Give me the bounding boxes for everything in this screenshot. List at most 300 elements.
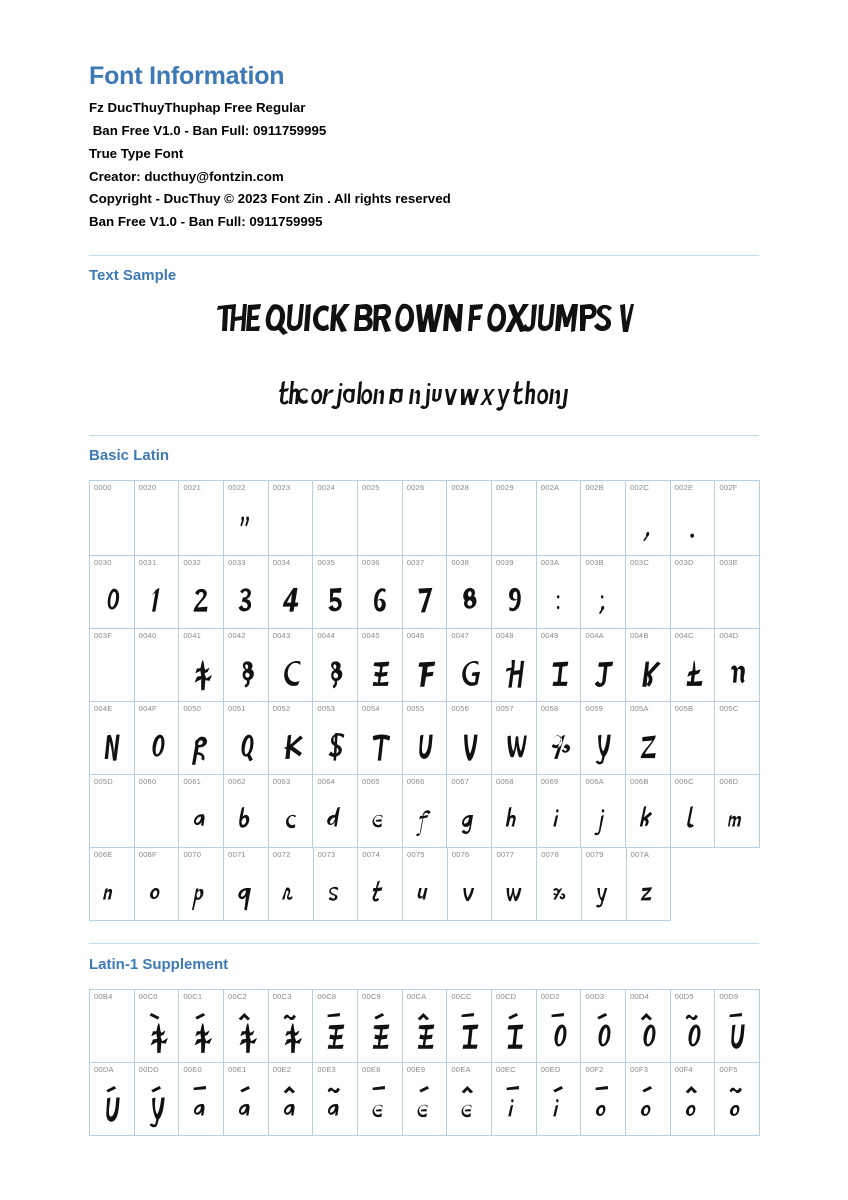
glyph-codepoint-label: 00CC: [451, 992, 472, 1002]
glyph-preview: [224, 1004, 268, 1055]
glyph-codepoint-label: 0039: [496, 558, 514, 568]
glyph-cell-0062[interactable]: [224, 775, 269, 848]
glyph-preview: [135, 862, 179, 913]
glyph-codepoint-label: 0073: [317, 850, 336, 860]
glyph-cell-00EC[interactable]: [492, 1063, 537, 1136]
glyph-cell-0021[interactable]: [179, 481, 224, 556]
glyph-codepoint-label: 0029: [496, 483, 514, 493]
glyph-codepoint-label: 00E0: [183, 1065, 202, 1075]
glyph-cell-0073[interactable]: [314, 848, 359, 921]
font-information-block: [89, 0, 759, 234]
glyph-codepoint-label: 0047: [451, 631, 470, 641]
glyph-row: [90, 1063, 760, 1136]
glyph-cell-0061[interactable]: [179, 775, 224, 848]
glyph-cell-00F5[interactable]: [715, 1063, 760, 1136]
glyph-cell-0030[interactable]: [90, 556, 135, 629]
glyph-codepoint-label: 0063: [272, 777, 291, 787]
glyph-cell-0053[interactable]: [313, 702, 358, 775]
glyph-cell-00D9[interactable]: [715, 990, 760, 1063]
glyph-cell-0048[interactable]: [492, 629, 537, 702]
glyph-preview: [313, 570, 357, 621]
glyph-cell-003C[interactable]: [626, 556, 671, 629]
glyph-preview: [358, 570, 402, 621]
glyph-cell-0075[interactable]: [403, 848, 448, 921]
glyph-codepoint-label: 00C3: [272, 992, 292, 1002]
glyph-cell-0054[interactable]: [358, 702, 403, 775]
glyph-codepoint-label: 0072: [272, 850, 291, 860]
glyph-table-latin1-supplement: [89, 989, 760, 1136]
glyph-codepoint-label: 002A: [540, 483, 560, 493]
glyph-codepoint-label: 0051: [228, 704, 246, 714]
glyph-preview: [135, 570, 179, 621]
glyph-codepoint-label: 002C: [630, 483, 650, 493]
glyph-preview: [269, 789, 313, 840]
glyph-codepoint-label: 003B: [585, 558, 604, 568]
font-information-lines: [89, 97, 759, 234]
glyph-cell-00D4[interactable]: [626, 990, 671, 1063]
glyph-cell-005D[interactable]: [90, 775, 135, 848]
glyph-codepoint-label: 002F: [719, 483, 738, 493]
glyph-codepoint-label: 0062: [228, 777, 246, 787]
glyph-codepoint-label: 0059: [585, 704, 604, 714]
glyph-cell-007A[interactable]: [627, 848, 672, 921]
glyph-cell-003B[interactable]: [581, 556, 626, 629]
glyph-codepoint-label: 0048: [496, 631, 514, 641]
glyph-preview: [403, 716, 447, 767]
glyph-codepoint-label: 00F3: [630, 1065, 649, 1075]
glyph-row: [90, 481, 760, 556]
glyph-cell-0070[interactable]: [179, 848, 224, 921]
glyph-codepoint-label: 0042: [228, 631, 246, 641]
glyph-cell-0072[interactable]: [269, 848, 314, 921]
glyph-codepoint-label: 006A: [585, 777, 604, 787]
glyph-preview: [179, 716, 223, 767]
glyph-cell-00E1[interactable]: [224, 1063, 269, 1136]
glyph-preview: [224, 1077, 268, 1128]
glyph-codepoint-label: 003F: [94, 631, 113, 641]
glyph-preview: [135, 1004, 179, 1055]
glyph-codepoint-label: 00C2: [228, 992, 247, 1002]
glyph-cell-0058[interactable]: [537, 702, 582, 775]
glyph-cell-0038[interactable]: [447, 556, 492, 629]
glyph-preview: [358, 1004, 402, 1055]
glyph-codepoint-label: 00D2: [540, 992, 560, 1002]
glyph-preview: [626, 643, 670, 694]
glyph-cell-0060[interactable]: [135, 775, 180, 848]
glyph-cell-006B[interactable]: [626, 775, 671, 848]
glyph-cell-006E[interactable]: [90, 848, 135, 921]
glyph-preview: [581, 1077, 625, 1128]
glyph-cell-006C[interactable]: [671, 775, 716, 848]
glyph-cell-004D[interactable]: [715, 629, 760, 702]
glyph-codepoint-label: 005D: [94, 777, 113, 787]
glyph-cell-00D2[interactable]: [537, 990, 582, 1063]
glyph-cell-0076[interactable]: [448, 848, 493, 921]
glyph-cell-005A[interactable]: [626, 702, 671, 775]
glyph-cell-006A[interactable]: [581, 775, 626, 848]
info-line: Ban Free V1.0 - Ban Full: 0911759995: [89, 122, 327, 138]
glyph-cell-006F[interactable]: [135, 848, 180, 921]
glyph-cell-00C1[interactable]: [179, 990, 224, 1063]
info-line: Ban Free V1.0 - Ban Full: 0911759995: [89, 214, 323, 230]
glyph-codepoint-label: 0058: [540, 704, 559, 714]
glyph-codepoint-label: 0031: [138, 558, 157, 568]
glyph-codepoint-label: 00E2: [272, 1065, 292, 1075]
glyph-cell-005B[interactable]: [671, 702, 716, 775]
glyph-codepoint-label: 0026: [406, 483, 425, 493]
glyph-cell-0045[interactable]: [358, 629, 403, 702]
glyph-preview: [269, 570, 313, 621]
glyph-cell-00E3[interactable]: [313, 1063, 358, 1136]
section-heading-latin1-supplement: Latin-1 Supplement: [89, 956, 229, 974]
glyph-preview: [537, 716, 581, 767]
glyph-cell-00CA[interactable]: [403, 990, 448, 1063]
glyph-cell-0026[interactable]: [403, 481, 448, 556]
glyph-codepoint-label: 0065: [362, 777, 380, 787]
glyph-preview: [492, 570, 536, 621]
glyph-cell-0033[interactable]: [224, 556, 269, 629]
glyph-codepoint-label: 0053: [317, 704, 336, 714]
glyph-preview: [179, 1077, 223, 1128]
glyph-preview: [224, 862, 268, 913]
glyph-cell-00D5[interactable]: [671, 990, 716, 1063]
glyph-preview: [627, 862, 671, 913]
info-line: Creator: ducthuy@fontzin.com: [89, 168, 284, 184]
glyph-codepoint-label: 00EC: [496, 1065, 516, 1075]
glyph-preview: [269, 643, 313, 694]
glyph-codepoint-label: 002E: [674, 483, 694, 493]
glyph-codepoint-label: 0032: [183, 558, 202, 568]
glyph-preview: [447, 1077, 491, 1128]
glyph-preview: [179, 862, 223, 913]
glyph-codepoint-label: 00C0: [138, 992, 158, 1002]
glyph-cell-005C[interactable]: [715, 702, 760, 775]
glyph-cell-0052[interactable]: [269, 702, 314, 775]
glyph-cell-0034[interactable]: [269, 556, 314, 629]
glyph-codepoint-label: 004E: [94, 704, 113, 714]
glyph-cell-0039[interactable]: [492, 556, 537, 629]
glyph-preview: [626, 1077, 670, 1128]
glyph-preview: [135, 1077, 179, 1128]
glyph-cell-0031[interactable]: [135, 556, 180, 629]
glyph-cell-003D[interactable]: [671, 556, 716, 629]
glyph-codepoint-label: 0020: [138, 483, 157, 493]
glyph-cell-0051[interactable]: [224, 702, 269, 775]
glyph-codepoint-label: 00CA: [406, 992, 427, 1002]
glyph-codepoint-label: 0078: [541, 850, 559, 860]
glyph-preview: [135, 716, 179, 767]
glyph-preview: [537, 1077, 581, 1128]
glyph-cell-0000[interactable]: [90, 481, 135, 556]
glyph-codepoint-label: 004F: [138, 704, 157, 714]
glyph-cell-0047[interactable]: [447, 629, 492, 702]
glyph-preview: [90, 862, 134, 913]
glyph-cell-00DD[interactable]: [135, 1063, 180, 1136]
glyph-preview: [313, 643, 357, 694]
glyph-codepoint-label: 00DD: [138, 1065, 159, 1075]
glyph-cell-0049[interactable]: [537, 629, 582, 702]
glyph-cell-004C[interactable]: [671, 629, 716, 702]
glyph-codepoint-label: 0074: [362, 850, 381, 860]
glyph-codepoint-label: 0022: [228, 483, 246, 493]
glyph-codepoint-label: 0061: [183, 777, 202, 787]
glyph-cell-0046[interactable]: [403, 629, 448, 702]
glyph-cell-0032[interactable]: [179, 556, 224, 629]
glyph-cell-00C8[interactable]: [313, 990, 358, 1063]
glyph-preview: [537, 862, 581, 913]
glyph-codepoint-label: 0056: [451, 704, 470, 714]
glyph-codepoint-label: 0060: [138, 777, 157, 787]
glyph-preview: [90, 1077, 134, 1128]
glyph-codepoint-label: 0038: [451, 558, 470, 568]
glyph-preview: [626, 789, 670, 840]
glyph-preview: [447, 1004, 491, 1055]
glyph-cell-00C9[interactable]: [358, 990, 403, 1063]
glyph-codepoint-label: 003D: [674, 558, 694, 568]
glyph-preview: [715, 789, 759, 840]
glyph-cell-0079[interactable]: [582, 848, 627, 921]
glyph-preview: [179, 643, 223, 694]
glyph-codepoint-label: 0066: [406, 777, 425, 787]
glyph-cell-0022[interactable]: [224, 481, 269, 556]
glyph-codepoint-label: 004B: [630, 631, 649, 641]
glyph-preview: [447, 570, 491, 621]
glyph-cell-00DA[interactable]: [90, 1063, 135, 1136]
glyph-cell-0067[interactable]: [447, 775, 492, 848]
glyph-cell-0024[interactable]: [313, 481, 358, 556]
glyph-cell-0036[interactable]: [358, 556, 403, 629]
glyph-preview: [358, 789, 402, 840]
glyph-preview: [447, 716, 491, 767]
glyph-codepoint-label: 0054: [362, 704, 380, 714]
glyph-codepoint-label: 0050: [183, 704, 202, 714]
glyph-cell-00F3[interactable]: [626, 1063, 671, 1136]
glyph-cell-0040[interactable]: [135, 629, 180, 702]
glyph-cell-00E0[interactable]: [179, 1063, 224, 1136]
glyph-codepoint-label: 0076: [451, 850, 470, 860]
glyph-cell-00E9[interactable]: [403, 1063, 448, 1136]
glyph-codepoint-label: 00DA: [94, 1065, 114, 1075]
glyph-cell-0065[interactable]: [358, 775, 403, 848]
glyph-codepoint-label: 0049: [540, 631, 559, 641]
glyph-codepoint-label: 00C1: [183, 992, 203, 1002]
glyph-codepoint-label: 003C: [630, 558, 650, 568]
glyph-codepoint-label: 00D5: [674, 992, 694, 1002]
glyph-cell-0043[interactable]: [269, 629, 314, 702]
glyph-codepoint-label: 0068: [496, 777, 514, 787]
glyph-preview: [403, 862, 447, 913]
glyph-codepoint-label: 005C: [719, 704, 739, 714]
glyph-preview: [403, 1077, 447, 1128]
glyph-cell-0057[interactable]: [492, 702, 537, 775]
glyph-codepoint-label: 004C: [674, 631, 694, 641]
glyph-cell-004E[interactable]: [90, 702, 135, 775]
glyph-preview: [313, 716, 357, 767]
glyph-codepoint-label: 004A: [585, 631, 604, 641]
glyph-cell-0064[interactable]: [313, 775, 358, 848]
glyph-preview: [582, 862, 626, 913]
glyph-cell-00F4[interactable]: [671, 1063, 716, 1136]
glyph-preview: [492, 1077, 536, 1128]
glyph-cell-0068[interactable]: [492, 775, 537, 848]
glyph-codepoint-label: 00ED: [540, 1065, 561, 1075]
glyph-preview: [537, 643, 581, 694]
glyph-cell-004B[interactable]: [626, 629, 671, 702]
glyph-cell-003E[interactable]: [715, 556, 760, 629]
glyph-codepoint-label: 00F5: [719, 1065, 738, 1075]
glyph-codepoint-label: 0040: [138, 631, 157, 641]
glyph-cell-006D[interactable]: [715, 775, 760, 848]
glyph-codepoint-label: 0070: [183, 850, 202, 860]
glyph-preview: [269, 716, 313, 767]
glyph-cell-0063[interactable]: [269, 775, 314, 848]
glyph-cell-00E2[interactable]: [269, 1063, 314, 1136]
glyph-preview: [403, 570, 447, 621]
glyph-codepoint-label: 0052: [272, 704, 291, 714]
glyph-cell-00B4[interactable]: [90, 990, 135, 1063]
glyph-preview: [626, 1004, 670, 1055]
glyph-preview: [492, 716, 536, 767]
glyph-codepoint-label: 00E3: [317, 1065, 336, 1075]
glyph-cell-00C0[interactable]: [135, 990, 180, 1063]
glyph-cell-00C2[interactable]: [224, 990, 269, 1063]
glyph-cell-0059[interactable]: [581, 702, 626, 775]
glyph-preview: [313, 789, 357, 840]
glyph-cell-0042[interactable]: [224, 629, 269, 702]
glyph-cell-0074[interactable]: [358, 848, 403, 921]
glyph-cell-00E8[interactable]: [358, 1063, 403, 1136]
glyph-preview: [671, 1004, 715, 1055]
glyph-codepoint-label: 0045: [362, 631, 380, 641]
glyph-cell-0041[interactable]: [179, 629, 224, 702]
glyph-codepoint-label: 0079: [585, 850, 604, 860]
glyph-codepoint-label: 0057: [496, 704, 514, 714]
glyph-codepoint-label: 0030: [94, 558, 112, 568]
glyph-preview: [179, 789, 223, 840]
glyph-cell-00EA[interactable]: [447, 1063, 492, 1136]
glyph-cell-0078[interactable]: [537, 848, 582, 921]
glyph-preview: [715, 1004, 759, 1055]
glyph-codepoint-label: 0075: [407, 850, 425, 860]
glyph-preview: [224, 643, 268, 694]
glyph-codepoint-label: 006F: [138, 850, 157, 860]
glyph-cell-002B[interactable]: [581, 481, 626, 556]
glyph-cell-0025[interactable]: [358, 481, 403, 556]
glyph-codepoint-label: 00E9: [406, 1065, 426, 1075]
glyph-cell-0028[interactable]: [447, 481, 492, 556]
glyph-codepoint-label: 0000: [94, 483, 112, 493]
glyph-cell-002C[interactable]: [626, 481, 671, 556]
glyph-row: [90, 775, 760, 848]
glyph-cell-0029[interactable]: [492, 481, 537, 556]
glyph-cell-0069[interactable]: [537, 775, 582, 848]
glyph-codepoint-label: 0021: [183, 483, 202, 493]
section-heading-text-sample: Text Sample: [89, 267, 177, 285]
glyph-codepoint-label: 00CD: [496, 992, 517, 1002]
glyph-preview: [492, 862, 536, 913]
glyph-cell-0044[interactable]: [313, 629, 358, 702]
glyph-preview: [313, 1077, 357, 1128]
glyph-codepoint-label: 0025: [362, 483, 380, 493]
glyph-codepoint-label: 00C9: [362, 992, 381, 1002]
glyph-cell-003A[interactable]: [537, 556, 582, 629]
glyph-codepoint-label: 006E: [94, 850, 113, 860]
glyph-cell-00CC[interactable]: [447, 990, 492, 1063]
glyph-codepoint-label: 005A: [630, 704, 649, 714]
glyph-row: [90, 990, 760, 1063]
glyph-cell-002F[interactable]: [715, 481, 760, 556]
glyph-cell-0035[interactable]: [313, 556, 358, 629]
glyph-preview: [492, 1004, 536, 1055]
glyph-cell-00CD[interactable]: [492, 990, 537, 1063]
glyph-preview: [492, 789, 536, 840]
info-line: Copyright - DucThuy © 2023 Font Zin . All rights reserved: [89, 191, 451, 207]
glyph-codepoint-label: 0028: [451, 483, 470, 493]
glyph-codepoint-label: 007A: [630, 850, 650, 860]
glyph-codepoint-label: 0033: [228, 558, 246, 568]
glyph-codepoint-label: 006D: [719, 777, 739, 787]
glyph-cell-0077[interactable]: [492, 848, 537, 921]
glyph-preview: [358, 716, 402, 767]
glyph-cell-0066[interactable]: [403, 775, 448, 848]
glyph-cell-003F[interactable]: [90, 629, 135, 702]
glyph-codepoint-label: 0041: [183, 631, 202, 641]
glyph-preview: [581, 643, 625, 694]
info-line: Fz DucThuyThuphap Free Regular: [89, 100, 306, 115]
glyph-preview: [403, 1004, 447, 1055]
glyph-preview: [671, 1077, 715, 1128]
glyph-cell-004F[interactable]: [135, 702, 180, 775]
glyph-preview: [179, 570, 223, 621]
glyph-codepoint-label: 0044: [317, 631, 336, 641]
glyph-cell-0071[interactable]: [224, 848, 269, 921]
glyph-preview: [626, 495, 670, 548]
glyph-cell-0050[interactable]: [179, 702, 224, 775]
glyph-codepoint-label: 0046: [406, 631, 425, 641]
glyph-cell-00D3[interactable]: [581, 990, 626, 1063]
glyph-cell-00ED[interactable]: [537, 1063, 582, 1136]
glyph-cell-002E[interactable]: [671, 481, 716, 556]
glyph-cell-0055[interactable]: [403, 702, 448, 775]
glyph-preview: [447, 789, 491, 840]
glyph-cell-0020[interactable]: [135, 481, 180, 556]
basic-latin-heading-wrap: [89, 436, 759, 463]
glyph-preview: [224, 789, 268, 840]
glyph-cell-004A[interactable]: [581, 629, 626, 702]
glyph-preview: [447, 643, 491, 694]
glyph-codepoint-label: 0023: [272, 483, 291, 493]
glyph-codepoint-label: 0071: [228, 850, 246, 860]
glyph-cell-0037[interactable]: [403, 556, 448, 629]
glyph-cell-00F2[interactable]: [581, 1063, 626, 1136]
glyph-preview: [537, 570, 581, 621]
glyph-cell-00C3[interactable]: [269, 990, 314, 1063]
glyph-preview: [537, 1004, 581, 1055]
glyph-preview: [448, 862, 492, 913]
glyph-codepoint-label: 00EA: [451, 1065, 471, 1075]
glyph-preview: [269, 1004, 313, 1055]
glyph-preview: [581, 570, 625, 621]
glyph-cell-002A[interactable]: [537, 481, 582, 556]
glyph-codepoint-label: 006B: [630, 777, 649, 787]
glyph-preview: [403, 643, 447, 694]
glyph-codepoint-label: 003E: [719, 558, 738, 568]
glyph-cell-0056[interactable]: [447, 702, 492, 775]
glyph-codepoint-label: 00D9: [719, 992, 739, 1002]
glyph-codepoint-label: 00D3: [585, 992, 605, 1002]
glyph-codepoint-label: 0069: [540, 777, 559, 787]
glyph-cell-0023[interactable]: [269, 481, 314, 556]
